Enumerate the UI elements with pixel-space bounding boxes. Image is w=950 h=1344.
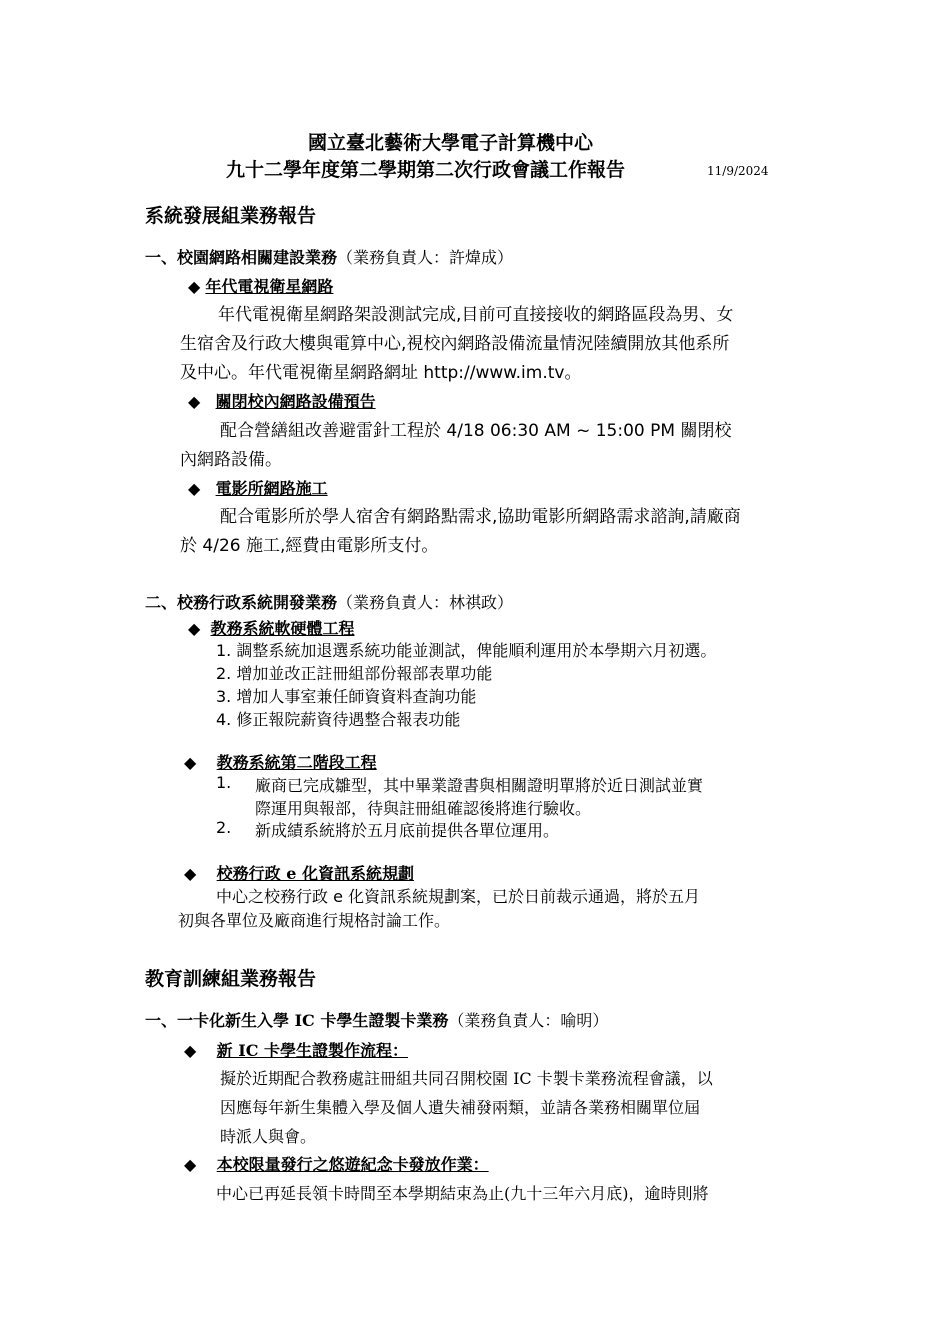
paragraph-line: 擬於近期配合教務處註冊組共同召開校園 IC 卡製卡業務流程會議，以: [220, 1069, 713, 1088]
diamond-bullet-icon: ◆: [184, 753, 197, 772]
bullet-label: 關閉校內網路設備預告: [215, 392, 376, 411]
bullet-label: 校務行政 e 化資訊系統規劃: [216, 864, 414, 883]
part-title-text: 一、校園網路相關建設業務: [145, 248, 338, 267]
part-title-admin-system: [145, 590, 513, 613]
doc-date: 11/9/2024: [707, 164, 769, 178]
part-title-ic-card: [145, 1008, 608, 1031]
list-item: 廠商已完成雛型，其中畢業證書與相關證明單將於近日測試並實: [255, 776, 704, 795]
bullet-label: 年代電視衛星網路: [205, 277, 334, 296]
paragraph-line: 內網路設備。: [180, 450, 282, 470]
paragraph-line: 中心已再延長領卡時間至本學期結束為止(九十三年六月底)，逾時則將: [216, 1184, 709, 1203]
diamond-bullet-icon: ◆: [188, 277, 201, 296]
bullet-satellite-network: [188, 274, 333, 297]
bullet-easycard-issue: [184, 1152, 489, 1175]
list-item: 4. 修正報院薪資待遇整合報表功能: [216, 710, 461, 729]
bullet-label: 教務系統軟硬體工程: [210, 619, 355, 638]
list-item: 際運用與報部，待與註冊組確認後將進行驗收。: [255, 799, 592, 818]
paragraph-line: 生宿舍及行政大樓與電算中心,視校內網路設備流量情況陸續開放其他系所: [180, 334, 730, 354]
doc-title-line2: 九十二學年度第二學期第二次行政會議工作報告: [226, 159, 626, 181]
list-item: 3. 增加人事室兼任師資資料查詢功能: [216, 687, 477, 706]
paragraph-line: 配合電影所於學人宿舍有網路點需求,協助電影所網路需求諮詢,請廠商: [220, 507, 741, 527]
part-owner: （業務負責人：喻明）: [448, 1011, 609, 1030]
part-owner: （業務負責人：林祺政）: [337, 593, 514, 612]
list-item: 1. 調整系統加退選系統功能並測試，俾能順利運用於本學期六月初選。: [216, 641, 717, 660]
bullet-network-shutdown: [188, 389, 376, 412]
list-item: 2. 增加並改正註冊組部份報部表單功能: [216, 664, 493, 683]
list-number: 1.: [216, 773, 232, 792]
part-title-text: 二、校務行政系統開發業務: [145, 593, 338, 612]
bullet-label: 教務系統第二階段工程: [216, 753, 377, 772]
paragraph-line: 因應每年新生集體入學及個人遺失補發兩類，並請各業務相關單位屆: [220, 1098, 701, 1117]
list-number: 2.: [216, 818, 232, 837]
doc-title-line1: 國立臺北藝術大學電子計算機中心: [308, 132, 594, 154]
part-owner: （業務負責人：許煒成）: [337, 248, 514, 267]
diamond-bullet-icon: ◆: [184, 1041, 197, 1060]
part-title-campus-network: [145, 245, 513, 268]
paragraph-line: 中心之校務行政 e 化資訊系統規劃案，已於日前裁示通過，將於五月: [216, 887, 701, 906]
bullet-film-network: [188, 476, 328, 499]
diamond-bullet-icon: ◆: [184, 1155, 197, 1174]
diamond-bullet-icon: ◆: [184, 864, 197, 883]
bullet-label: 本校限量發行之悠遊紀念卡發放作業：: [216, 1155, 489, 1174]
paragraph-line: 時派人與會。: [220, 1127, 317, 1146]
section-heading-system-dev: 系統發展組業務報告: [145, 205, 317, 227]
part-title-text: 一、一卡化新生入學 IC 卡學生證製卡業務: [145, 1011, 449, 1030]
bullet-academic-hw-sw: [188, 616, 355, 639]
bullet-e-admin-plan: [184, 861, 414, 884]
diamond-bullet-icon: ◆: [188, 619, 201, 638]
diamond-bullet-icon: ◆: [188, 392, 201, 411]
bullet-ic-card-process: [184, 1038, 408, 1061]
section-heading-training: 教育訓練組業務報告: [145, 968, 317, 990]
diamond-bullet-icon: ◆: [188, 479, 201, 498]
paragraph-line: 配合營繕組改善避雷針工程於 4/18 06:30 AM ~ 15:00 PM 關閉校: [220, 421, 732, 441]
paragraph-line: 於 4/26 施工,經費由電影所支付。: [180, 536, 439, 556]
paragraph-line: 初與各單位及廠商進行規格討論工作。: [178, 911, 451, 930]
bullet-label: 電影所網路施工: [215, 479, 328, 498]
bullet-academic-phase2: [184, 750, 377, 773]
bullet-label: 新 IC 卡學生證製作流程：: [216, 1041, 409, 1060]
list-item: 新成績系統將於五月底前提供各單位運用。: [255, 821, 560, 840]
paragraph-line: 年代電視衛星網路架設測試完成,目前可直接接收的網路區段為男、女: [218, 305, 734, 325]
paragraph-line: 及中心。年代電視衛星網路網址 http://www.im.tv。: [180, 363, 582, 383]
